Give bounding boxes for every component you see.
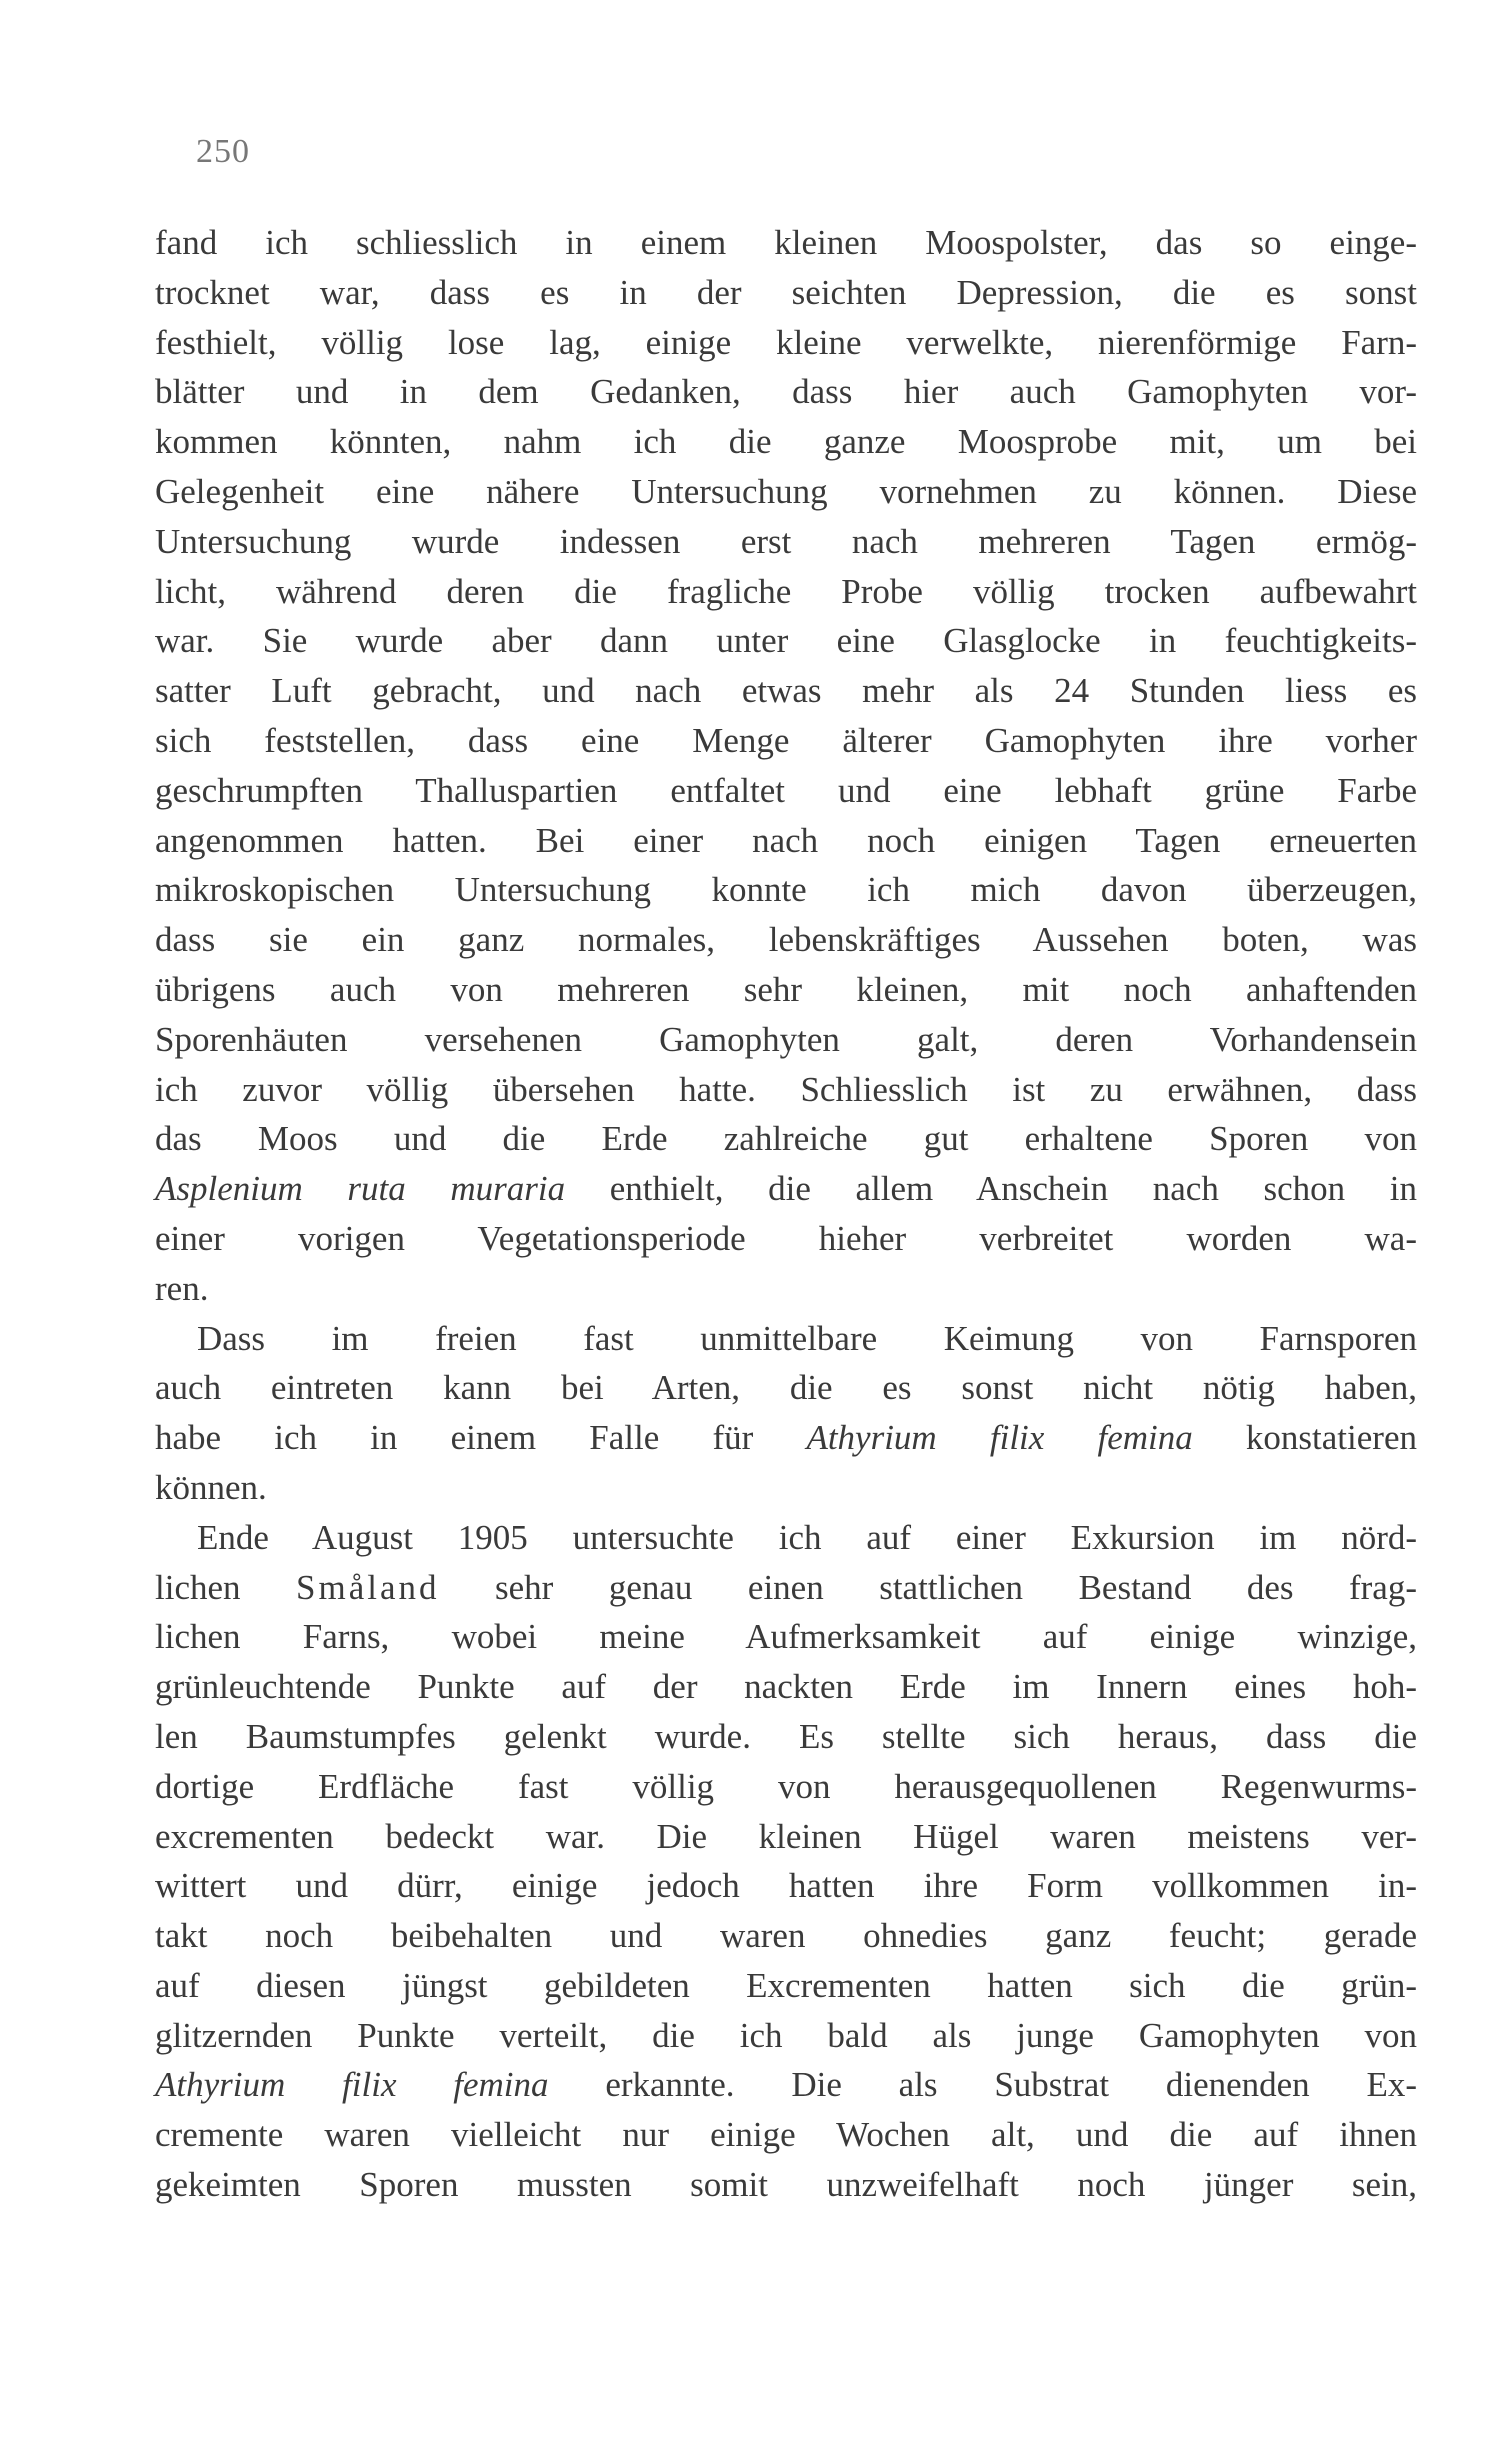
text-segment: einer vorigen Vegetationsperiode hieher verbreitet worden wa-	[155, 1218, 1417, 1258]
text-segment: erkannte. Die als Substrat dienenden Ex-	[548, 2065, 1417, 2105]
text-segment: gekeimten Sporen mussten somit unzweifelhaft noch jünger sein,	[155, 2165, 1417, 2205]
text-line	[155, 1861, 1417, 1911]
text-line	[155, 1961, 1417, 2011]
text-segment: takt noch beibehalten und waren ohnedies ganz feucht; gerade	[155, 1916, 1417, 1956]
text-line	[155, 2110, 1417, 2160]
text-segment: ich zuvor völlig übersehen hatte. Schliesslich ist zu erwähnen, dass	[155, 1069, 1417, 1109]
text-segment: trocknet war, dass es in der seichten Depression, die es sonst	[155, 272, 1417, 312]
text-line	[155, 318, 1417, 368]
text-segment: excrementen bedeckt war. Die kleinen Hügel waren meistens ver-	[155, 1816, 1417, 1856]
text-segment: sehr genau einen stattlichen Bestand des frag-	[439, 1567, 1417, 1607]
text-segment: ren.	[155, 1268, 209, 1308]
text-line	[155, 417, 1417, 467]
text-line	[155, 1114, 1417, 1164]
text-segment: Dass im freien fast unmittelbare Keimung von Farnsporen	[197, 1318, 1417, 1358]
text-line	[155, 2160, 1417, 2210]
text-segment: geschrumpften Thalluspartien entfaltet und eine lebhaft grüne Farbe	[155, 770, 1417, 810]
text-segment: habe ich in einem Falle für	[155, 1418, 807, 1458]
text-line	[155, 1911, 1417, 1961]
text-line	[155, 517, 1417, 567]
text-segment: können.	[155, 1467, 267, 1507]
text-line	[155, 268, 1417, 318]
text-line	[155, 965, 1417, 1015]
text-line	[155, 2011, 1417, 2061]
spaced-place-name: Småland	[296, 1567, 440, 1607]
text-line	[155, 1164, 1417, 1214]
text-line	[155, 766, 1417, 816]
text-segment: auf diesen jüngst gebildeten Excrementen hatten sich die grün-	[155, 1965, 1417, 2005]
text-segment: festhielt, völlig lose lag, einige kleine verwelkte, nierenförmige Farn-	[155, 322, 1417, 362]
text-segment: auch eintreten kann bei Arten, die es sonst nicht nötig haben,	[155, 1368, 1417, 1408]
text-segment: glitzernden Punkte verteilt, die ich bald als junge Gamophyten von	[155, 2015, 1417, 2055]
page-number: 250	[196, 133, 250, 170]
text-segment: das Moos und die Erde zahlreiche gut erhaltene Sporen von	[155, 1119, 1417, 1159]
text-segment: enthielt, die allem Anschein nach schon in	[565, 1169, 1417, 1209]
text-segment: Sporenhäuten versehenen Gamophyten galt, deren Vorhandensein	[155, 1019, 1417, 1059]
text-segment: fand ich schliesslich in einem kleinen Moospolster, das so einge-	[155, 223, 1417, 262]
text-line	[155, 1065, 1417, 1115]
text-line	[155, 666, 1417, 716]
text-segment: len Baumstumpfes gelenkt wurde. Es stellte sich heraus, dass die	[155, 1716, 1417, 1756]
text-segment: dass sie ein ganz normales, lebenskräftiges Aussehen boten, was	[155, 920, 1417, 960]
text-segment: Ende August 1905 untersuchte ich auf einer Exkursion im nörd-	[197, 1517, 1417, 1557]
text-line	[155, 1513, 1417, 1563]
text-line	[155, 1563, 1417, 1613]
text-segment: licht, während deren die fragliche Probe völlig trocken aufbewahrt	[155, 571, 1417, 611]
text-line	[155, 1612, 1417, 1662]
text-line	[155, 1662, 1417, 1712]
text-segment: lichen	[155, 1567, 297, 1607]
text-line	[155, 2060, 1417, 2110]
italic-taxon: Asplenium ruta muraria	[155, 1169, 566, 1209]
text-segment: mikroskopischen Untersuchung konnte ich mich davon überzeugen,	[155, 870, 1417, 910]
text-line	[155, 1463, 1417, 1513]
text-segment: blätter und in dem Gedanken, dass hier auch Gamophyten vor-	[155, 372, 1417, 412]
text-line	[155, 1712, 1417, 1762]
text-segment: grünleuchtende Punkte auf der nackten Erde im Innern eines hoh-	[155, 1667, 1417, 1707]
text-line	[155, 816, 1417, 866]
text-segment: wittert und dürr, einige jedoch hatten ihre Form vollkommen in-	[155, 1866, 1417, 1906]
text-segment: angenommen hatten. Bei einer nach noch einigen Tagen erneuerten	[155, 820, 1417, 860]
text-segment: sich feststellen, dass eine Menge älterer Gamophyten ihre vorher	[155, 720, 1417, 760]
text-segment: satter Luft gebracht, und nach etwas mehr als 24 Stunden liess es	[155, 671, 1417, 711]
text-line	[155, 218, 1417, 268]
text-segment: cremente waren vielleicht nur einige Wochen alt, und die auf ihnen	[155, 2115, 1417, 2155]
text-line	[155, 1413, 1417, 1463]
text-segment: konstatieren	[1192, 1418, 1417, 1458]
text-segment: war. Sie wurde aber dann unter eine Glasglocke in feuchtigkeits-	[155, 621, 1417, 661]
italic-taxon: Athyrium filix femina	[155, 2065, 549, 2105]
text-line	[155, 865, 1417, 915]
text-line	[155, 467, 1417, 517]
text-line	[155, 1363, 1417, 1413]
text-line	[155, 616, 1417, 666]
text-segment: Untersuchung wurde indessen erst nach mehreren Tagen ermög-	[155, 521, 1417, 561]
text-line	[155, 915, 1417, 965]
text-line	[155, 1214, 1417, 1264]
text-line	[155, 716, 1417, 766]
text-line	[155, 1264, 1417, 1314]
text-segment: kommen könnten, nahm ich die ganze Moosprobe mit, um bei	[155, 422, 1417, 462]
text-line	[155, 1812, 1417, 1862]
text-segment: dortige Erdfläche fast völlig von herausgequollenen Regenwurms-	[155, 1766, 1417, 1806]
text-line	[155, 567, 1417, 617]
text-line	[155, 1314, 1417, 1364]
text-segment: Gelegenheit eine nähere Untersuchung vornehmen zu können. Diese	[155, 471, 1417, 511]
text-segment: lichen Farns, wobei meine Aufmerksamkeit auf einige winzige,	[155, 1617, 1417, 1657]
text-line	[155, 1015, 1417, 1065]
italic-taxon: Athyrium filix femina	[806, 1418, 1193, 1458]
body-text	[155, 218, 1417, 2210]
text-segment: übrigens auch von mehreren sehr kleinen, mit noch anhaftenden	[155, 969, 1417, 1009]
text-line	[155, 1762, 1417, 1812]
text-line	[155, 367, 1417, 417]
